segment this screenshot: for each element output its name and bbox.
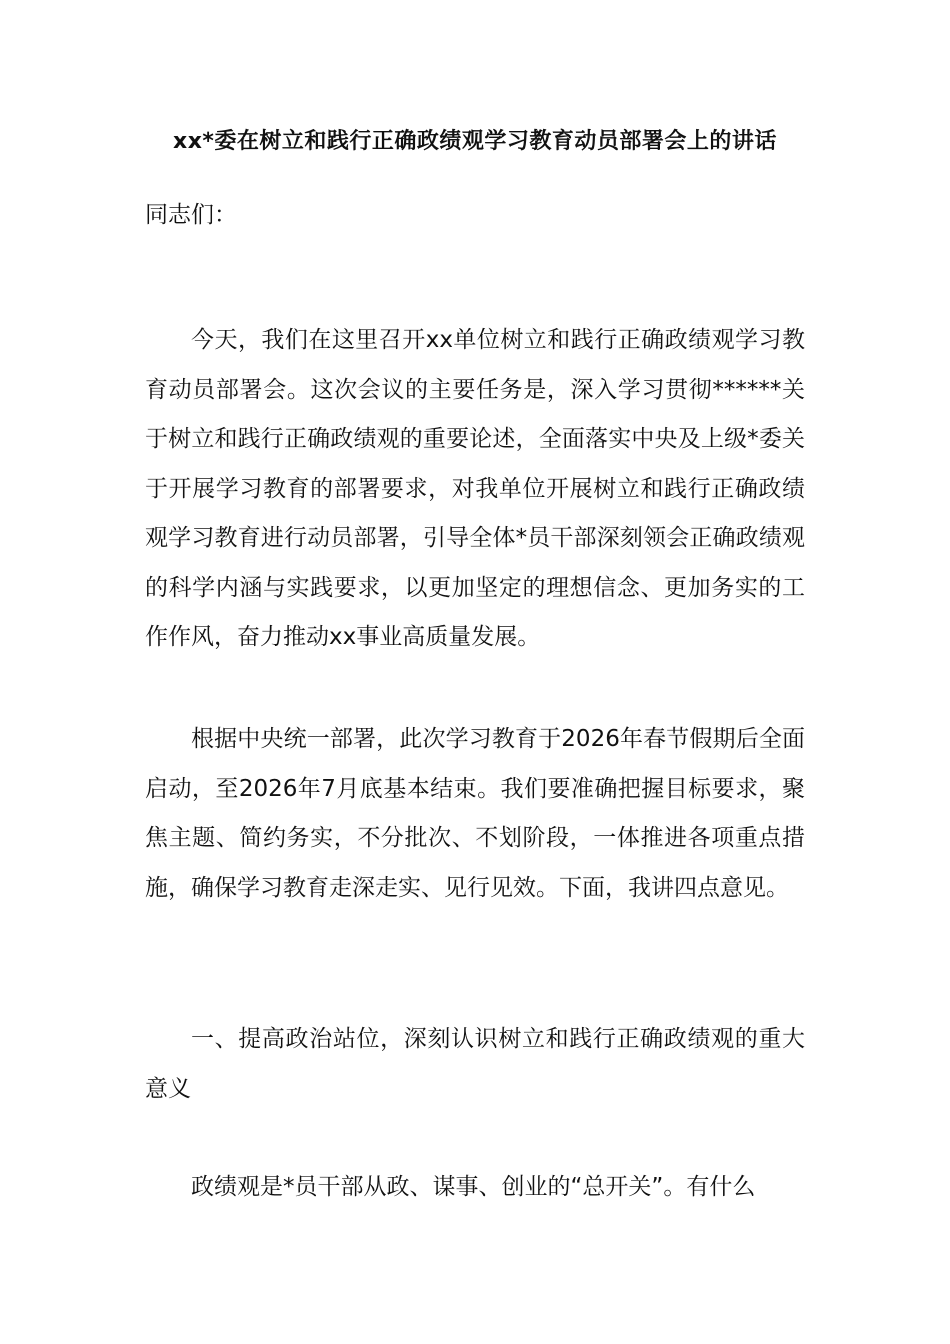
section-heading-one: 一、提高政治站位，深刻认识树立和践行正确政绩观的重大意义 — [145, 1026, 805, 1102]
paragraph-schedule: 根据中央统一部署，此次学习教育于2026年春节假期后全面启动，至2026年7月底基本结束。我们要准确把握目标要求，聚焦主题、简约务实，不分批次、不划阶段，一体推进各项重点措施，确保学习教育走深走实、见行见效。下面，我讲四点意见。 — [145, 726, 805, 901]
document-title: xx*委在树立和践行正确政绩观学习教育动员部署会上的讲话 — [173, 129, 777, 154]
paragraph-opening: 今天，我们在这里召开xx单位树立和践行正确政绩观学习教育动员部署会。这次会议的主要任务是，深入学习贯彻******关于树立和践行正确政绩观的重要论述，全面落实中央及上级*委关于开展学习教育的部署要求，对我单位开展树立和践行正确政绩观学习教育进行动员部署，引导全体*员干部深刻领会正确政绩观的科学内涵与实践要求，以更加坚定的理想信念、更加务实的工作作风，奋力推动xx事业高质量发展。 — [145, 327, 805, 650]
salutation: 同志们： — [145, 202, 237, 228]
paragraph-section-one: 政绩观是*员干部从政、谋事、创业的“总开关”。有什么 — [191, 1174, 756, 1200]
